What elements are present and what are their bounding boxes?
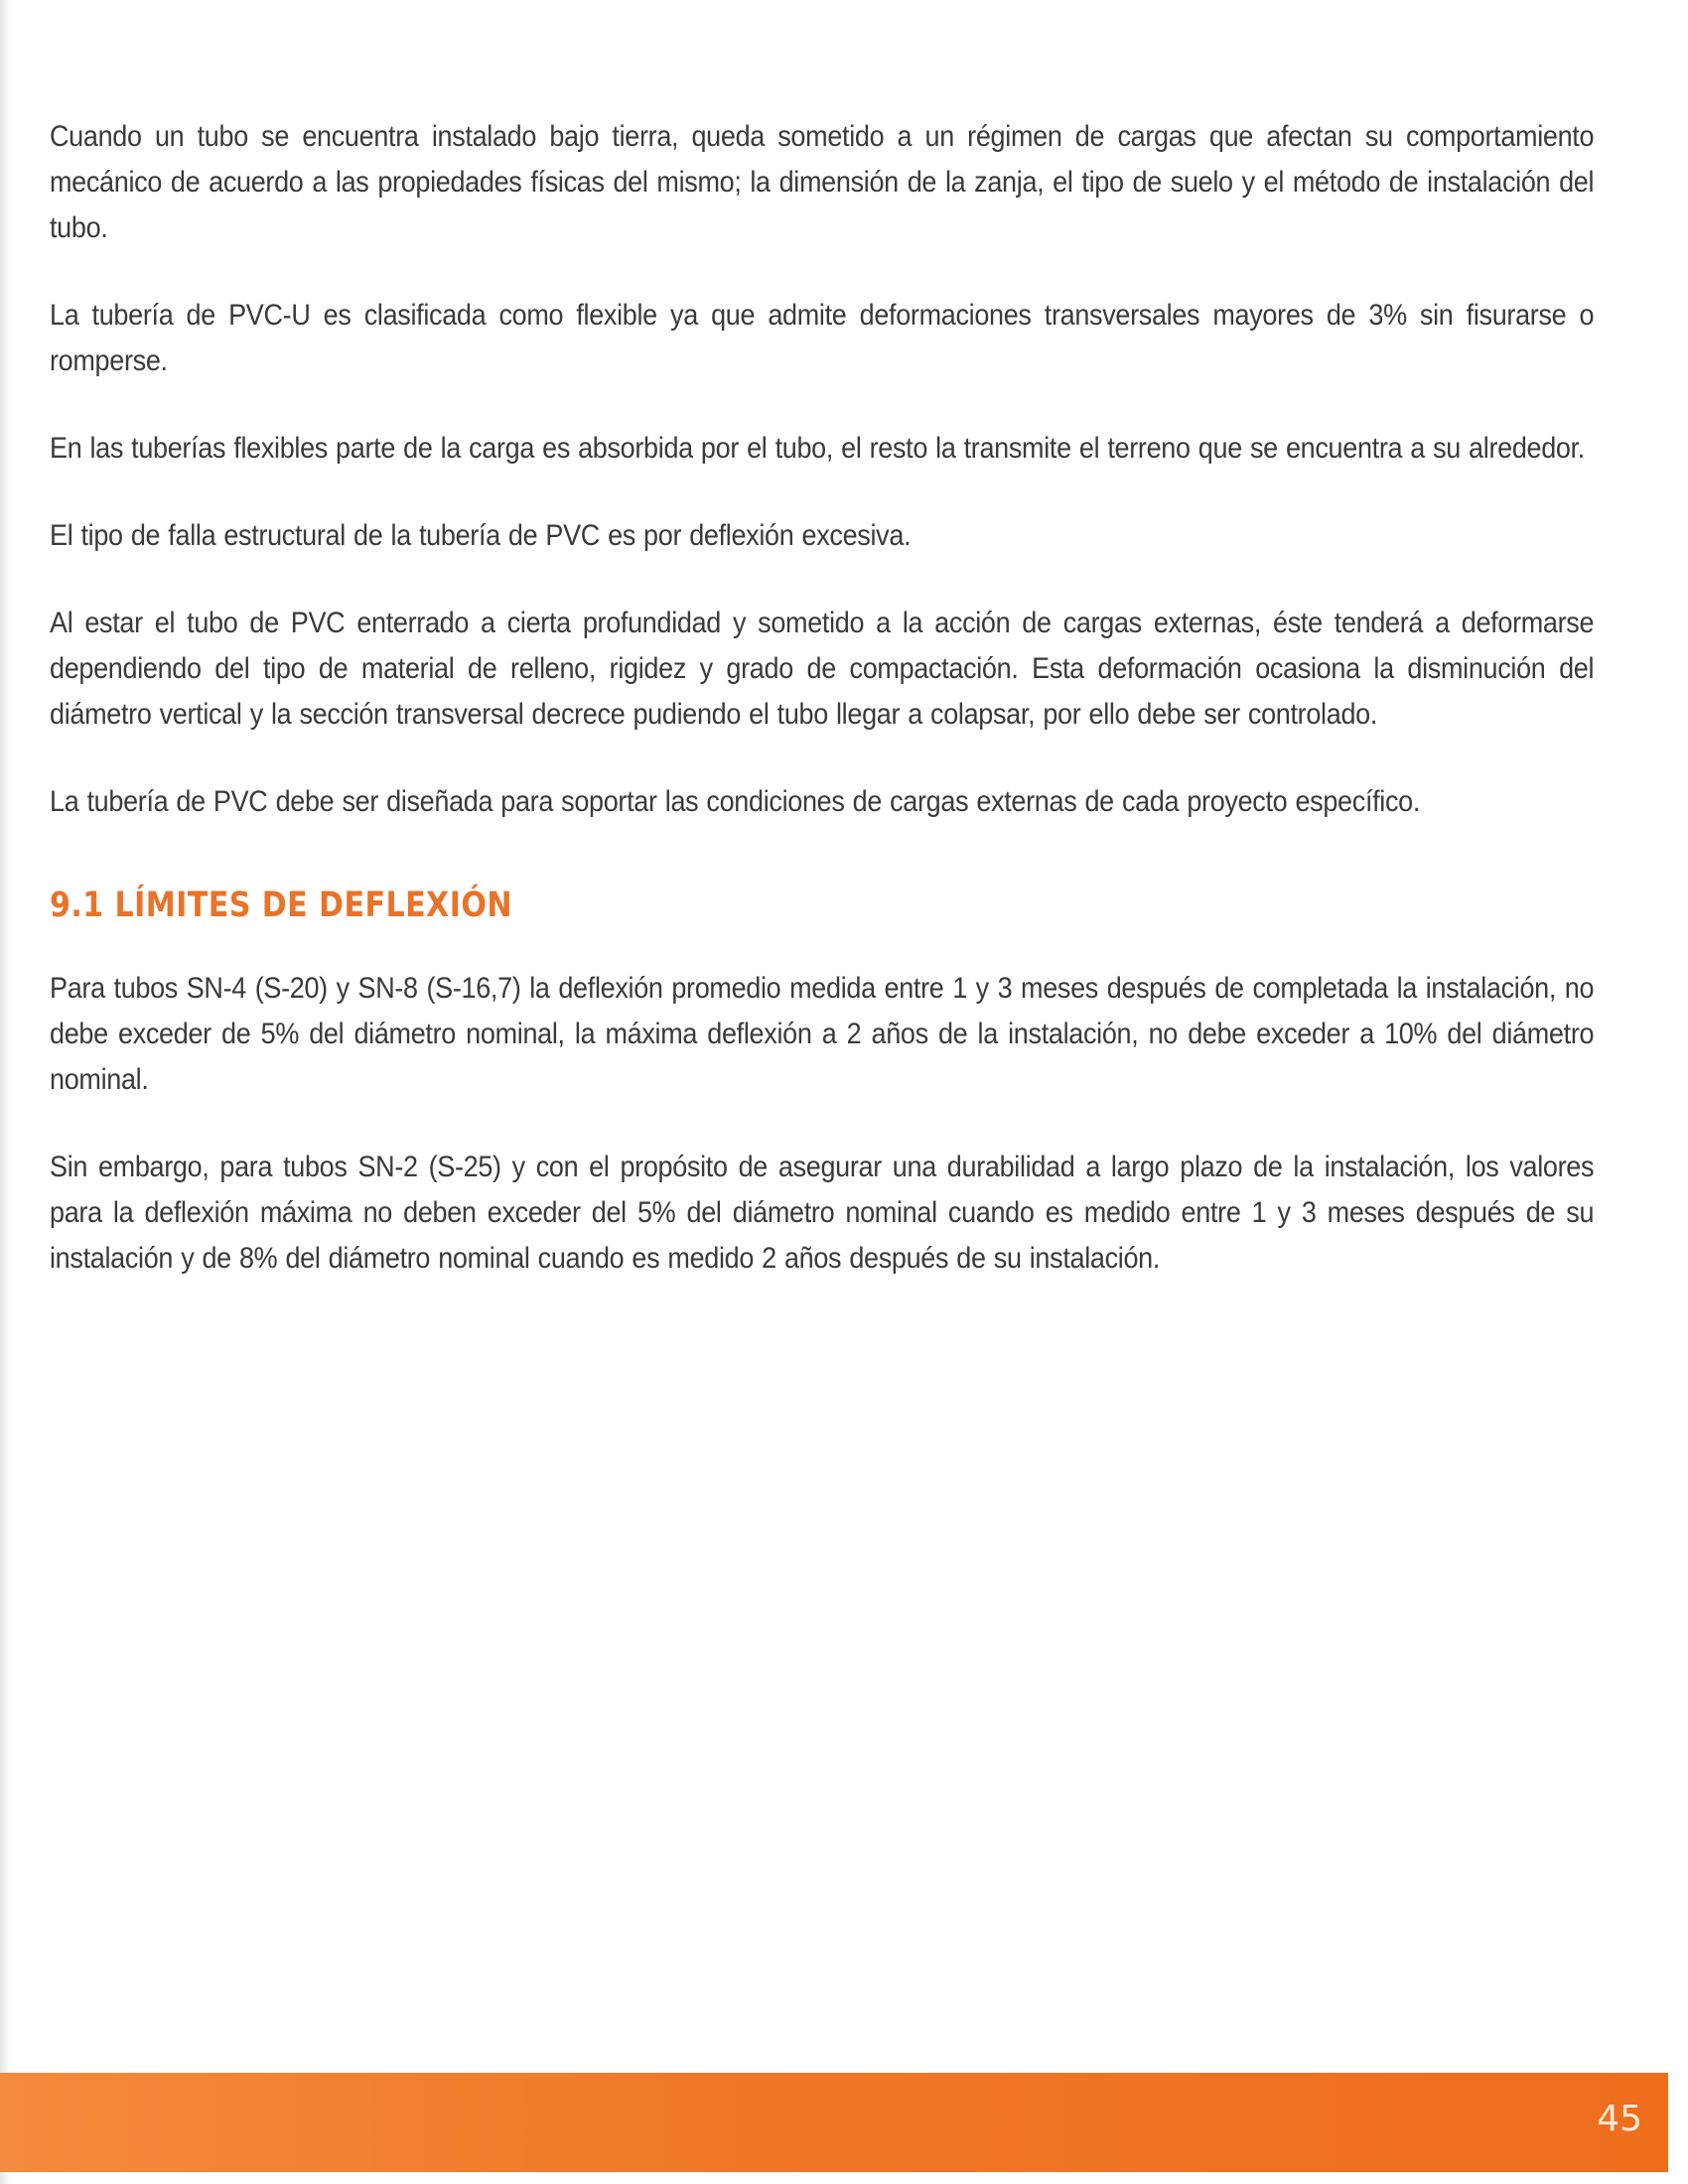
page-content: [50, 114, 1594, 1323]
body-paragraph-3: En las tuberías flexibles parte de la carga es absorbida por el tubo, el resto la transmite el terreno que se encuentra a su alrededor.: [50, 432, 1586, 465]
body-paragraph-6: La tubería de PVC debe ser diseñada para soportar las condiciones de cargas externas de cada proyecto específico.: [50, 785, 1421, 818]
body-paragraph-5: Al estar el tubo de PVC enterrado a cierta profundidad y sometido a la acción de cargas externas, éste tenderá a deformarse dependiendo del tipo de material de relleno, rigidez y grado de compactación. Esta deformación ocasiona la disminución del diámetro vertical y la sección transversal decrece pudiendo el tubo llegar a colapsar, por ello debe ser controlado.: [50, 607, 1595, 731]
page-number: 45: [1597, 2099, 1642, 2139]
section-paragraph-2: Sin embargo, para tubos SN-2 (S-25) y con el propósito de asegurar una durabilidad a largo plazo de la instalación, los valores para la deflexión máxima no deben exceder del 5% del diámetro nominal cuando es medido entre 1 y 3 meses después de su instalación y de 8% del diámetro nominal cuando es medido 2 años después de su instalación.: [50, 1151, 1595, 1275]
section-heading: 9.1 LÍMITES DE DEFLEXIÓN: [50, 886, 512, 925]
section-paragraph-1: Para tubos SN-4 (S-20) y SN-8 (S-16,7) la deflexión promedio medida entre 1 y 3 meses después de completada la instalación, no debe exceder de 5% del diámetro nominal, la máxima deflexión a 2 años de la instalación, no debe exceder a 10% del diámetro nominal.: [50, 972, 1595, 1096]
body-paragraph-2: La tubería de PVC-U es clasificada como flexible ya que admite deformaciones transversales mayores de 3% sin fisurarse o romperse.: [50, 299, 1595, 377]
footer-bar: [0, 2073, 1668, 2172]
body-paragraph-1: Cuando un tubo se encuentra instalado bajo tierra, queda sometido a un régimen de cargas que afectan su comportamiento mecánico de acuerdo a las propiedades físicas del mismo; la dimensión de la zanja, el tipo de suelo y el método de instalación del tubo.: [50, 120, 1595, 244]
body-paragraph-4: El tipo de falla estructural de la tubería de PVC es por deflexión excesiva.: [50, 519, 912, 552]
page-edge-shadow: [0, 0, 10, 2184]
